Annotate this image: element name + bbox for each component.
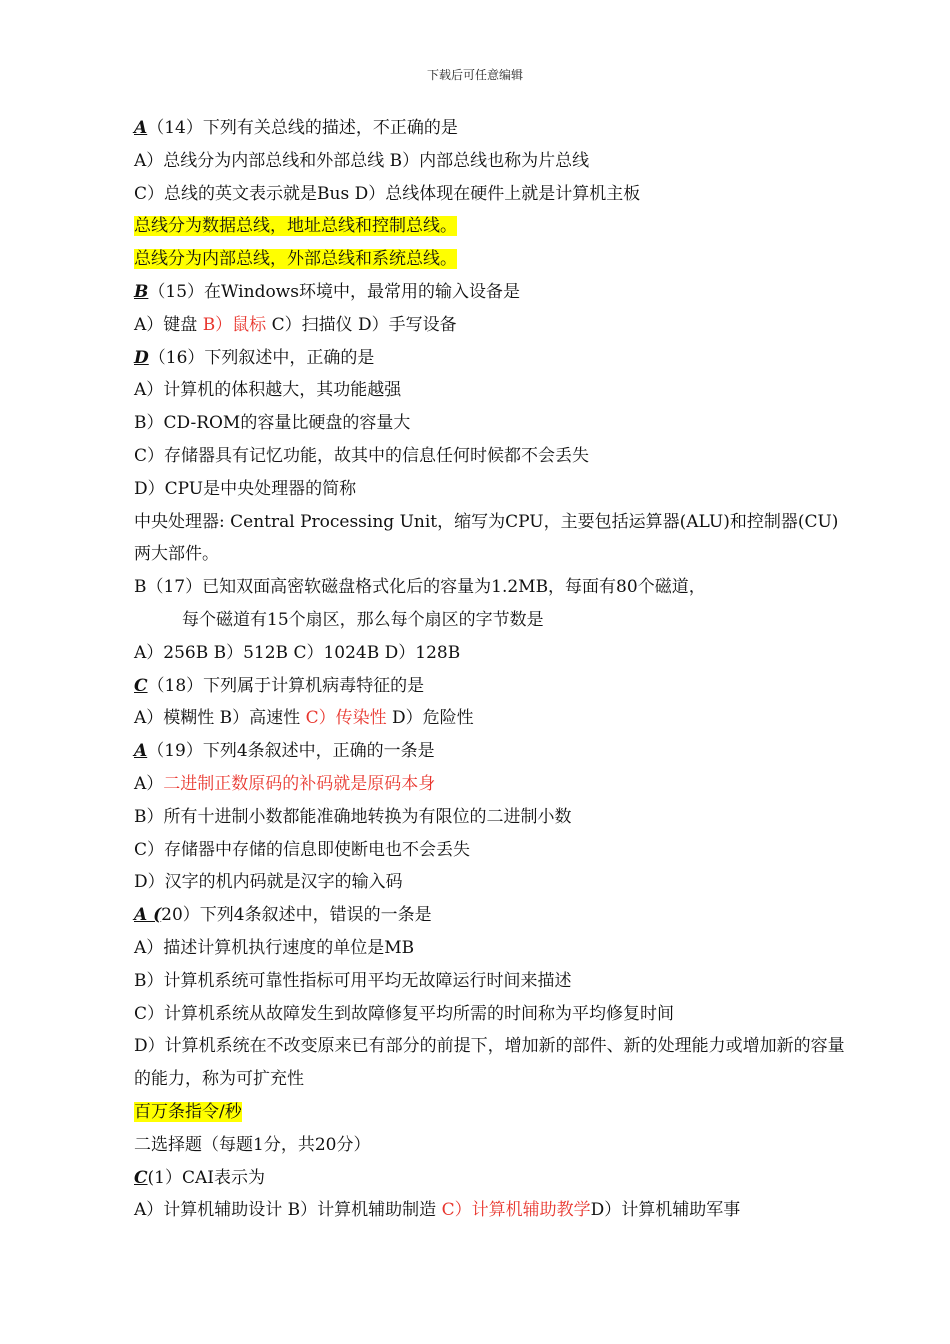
correct-option: C）传染性 xyxy=(305,708,387,729)
question-stem-continued: 每个磁道有15个扇区，那么每个扇区的字节数是 xyxy=(182,609,544,630)
option-a: A）键盘 xyxy=(134,314,203,335)
question-stem: （16）下列叙述中，正确的是 xyxy=(148,347,375,368)
section-title: 二选择题（每题1分，共20分） xyxy=(134,1134,371,1155)
options-line: A）256B B）512B C）1024B D）128B xyxy=(134,642,461,663)
option-c: C）存储器中存储的信息即使断电也不会丢失 xyxy=(134,839,471,860)
highlighted-note: 总线分为数据总线，地址总线和控制总线。 xyxy=(134,216,457,237)
option-c: C）计算机系统从故障发生到故障修复平均所需的时间称为平均修复时间 xyxy=(134,1003,675,1024)
option-b: B）所有十进制小数都能准确地转换为有限位的二进制小数 xyxy=(134,806,572,827)
option-a xyxy=(134,768,846,801)
option-b: B）CD-ROM的容量比硬盘的容量大 xyxy=(134,413,411,434)
question-20 xyxy=(134,899,846,932)
options-line xyxy=(134,309,846,342)
question-16 xyxy=(134,342,846,375)
other-options: A）模糊性 B）高速性 xyxy=(134,708,306,729)
option-d: D）计算机系统在不改变原来已有部分的前提下，增加新的部件、新的处理能力或增加新的容量的能力，称为可扩充性 xyxy=(134,1036,845,1090)
other-options: D）危险性 xyxy=(386,708,474,729)
question-19 xyxy=(134,735,846,768)
options-line xyxy=(134,1194,846,1227)
note-line xyxy=(134,1096,846,1129)
correct-option: C）计算机辅助教学 xyxy=(441,1200,591,1221)
question-stem: （15）在Windows环境中，最常用的输入设备是 xyxy=(148,281,520,302)
note-line xyxy=(134,243,846,276)
option-a: A）描述计算机执行速度的单位是MB xyxy=(134,937,415,958)
highlighted-note: 总线分为内部总线，外部总线和系统总线。 xyxy=(134,249,457,270)
page-header: 下载后可任意编辑 xyxy=(426,68,523,82)
option-c: C）存储器具有记忆功能，故其中的信息任何时候都不会丢失 xyxy=(134,445,590,466)
question-14 xyxy=(134,112,846,145)
question-stem: 20）下列4条叙述中，错误的一条是 xyxy=(161,905,432,926)
question-17: B（17）已知双面高密软磁盘格式化后的容量为1.2MB，每面有80个磁道， xyxy=(134,577,706,598)
highlighted-note: 百万条指令/秒 xyxy=(134,1101,242,1122)
question-stem: （18）下列属于计算机病毒特征的是 xyxy=(147,675,425,696)
option-label: A） xyxy=(134,773,164,794)
correct-option: 二进制正数原码的补码就是原码本身 xyxy=(163,773,436,794)
question-15 xyxy=(134,276,846,309)
options-line: A）总线分为内部总线和外部总线 B）内部总线也称为片总线 xyxy=(134,150,590,171)
option-d: D）汉字的机内码就是汉字的输入码 xyxy=(134,872,403,893)
options-line xyxy=(134,702,846,735)
question-18 xyxy=(134,670,846,703)
question-stem: （14）下列有关总线的描述，不正确的是 xyxy=(147,118,458,138)
document-body xyxy=(134,112,846,1227)
section2-question-1 xyxy=(134,1162,846,1195)
note-line xyxy=(134,210,846,243)
options-line: C）总线的英文表示就是Bus D）总线体现在硬件上就是计算机主板 xyxy=(134,183,641,204)
answer-mark: A xyxy=(134,118,148,138)
answer-mark: B xyxy=(134,281,149,302)
other-options: A）计算机辅助设计 B）计算机辅助制造 xyxy=(134,1200,442,1221)
question-stem: （19）下列4条叙述中，正确的一条是 xyxy=(147,741,435,762)
correct-option: B）鼠标 xyxy=(202,314,267,335)
explanation-note: 中央处理器: Central Processing Unit，缩写为CPU，主要包括运算器(ALU)和控制器(CU)两大部件。 xyxy=(134,511,839,565)
option-b: B）计算机系统可靠性指标可用平均无故障运行时间来描述 xyxy=(134,970,572,991)
answer-mark: C xyxy=(134,675,148,696)
answer-mark: A ( xyxy=(134,905,162,926)
option-a: A）计算机的体积越大，其功能越强 xyxy=(134,380,402,401)
answer-mark: A xyxy=(134,741,148,762)
answer-mark: D xyxy=(134,347,149,368)
other-options: D）计算机辅助军事 xyxy=(590,1200,741,1221)
option-d: D）CPU是中央处理器的简称 xyxy=(134,478,357,499)
answer-mark: C xyxy=(134,1167,148,1188)
other-options: C）扫描仪 D）手写设备 xyxy=(266,314,457,335)
question-stem: (1）CAI表示为 xyxy=(147,1167,265,1188)
